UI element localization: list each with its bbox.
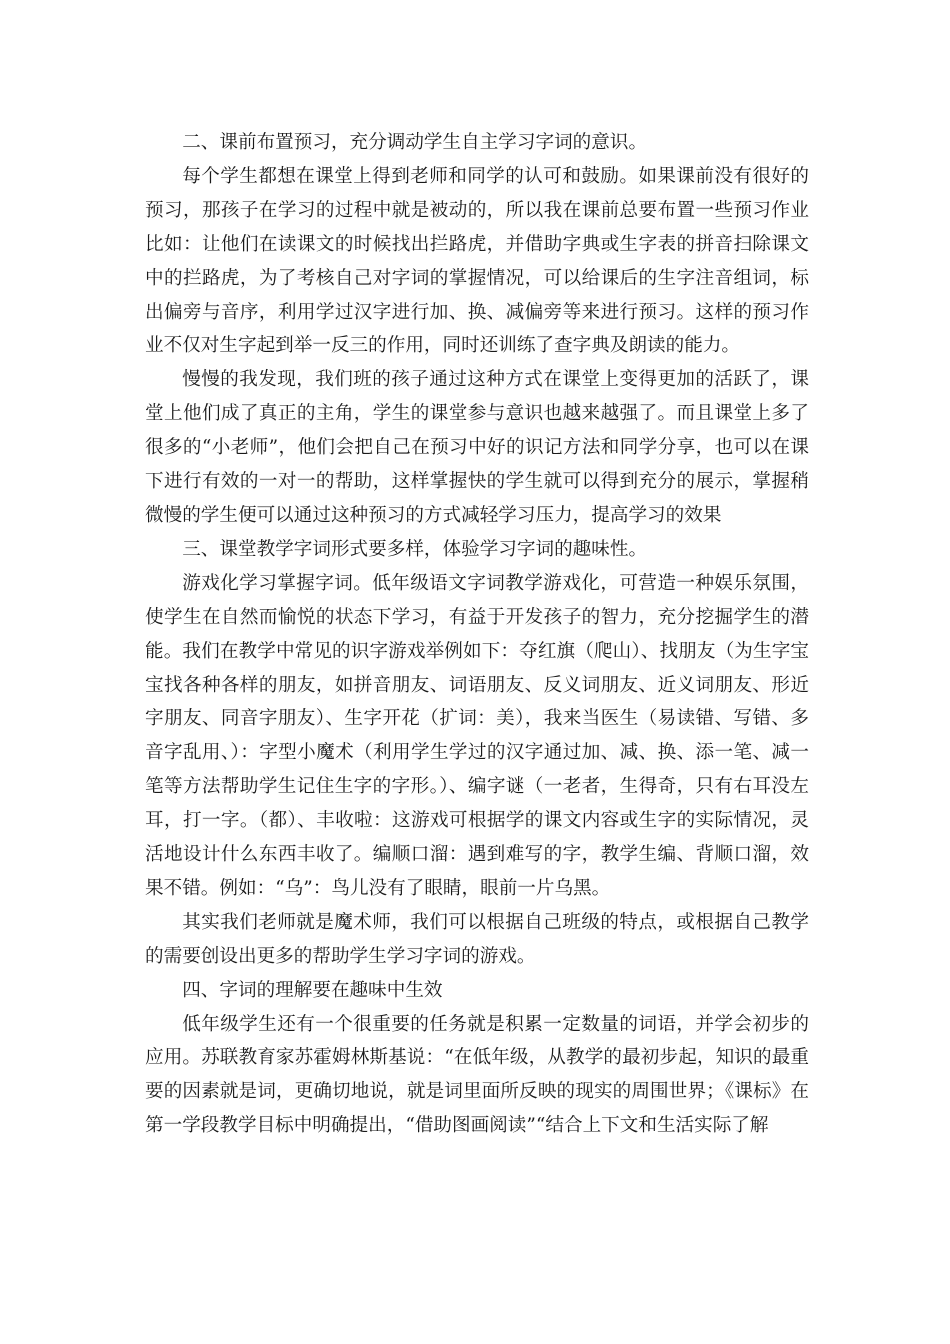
paragraph-classroom-change: 慢慢的我发现，我们班的孩子通过这种方式在课堂上变得更加的活跃了，课堂上他们成了真正的主角，学生的课堂参与意识也越来越强了。而且课堂上多了很多的“小老师”，他们会把自己在预习中好的识记方法和同学分享，也可以在课下进行有效的一对一的帮助，这样掌握快的学生就可以得到充分的展示，掌握稍微慢的学生便可以通过这种预习的方式减轻学习压力，提高学习的效果: [145, 369, 809, 526]
document-body: [145, 126, 809, 1143]
paragraph-preview-homework: 每个学生都想在课堂上得到老师和同学的认可和鼓励。如果课前没有很好的预习，那孩子在学习的过程中就是被动的，所以我在课前总要布置一些预习作业比如：让他们在读课文的时候找出拦路虎，并借助字典或生字表的拼音扫除课文中的拦路虎，为了考核自己对字词的掌握情况，可以给课后的生字注音组词，标出偏旁与音序，利用学过汉字进行加、换、减偏旁等来进行预习。这样的预习作业不仅对生字起到举一反三的作用，同时还训练了查字典及朗读的能力。: [145, 165, 809, 357]
paragraph-teacher-magician: 其实我们老师就是魔术师，我们可以根据自己班级的特点，或根据自己教学的需要创设出更多的帮助学生学习字词的游戏。: [145, 911, 809, 967]
paragraph-word-games: 游戏化学习掌握字词。低年级语文字词教学游戏化，可营造一种娱乐氛围，使学生在自然而愉悦的状态下学习，有益于开发孩子的智力，充分挖掘学生的潜能。我们在教学中常见的识字游戏举例如下：夺红旗（爬山）、找朋友（为生字宝宝找各种各样的朋友，如拼音朋友、词语朋友、反义词朋友、近义词朋友、形近字朋友、同音字朋友）、生字开花（扩词：美），我来当医生（易读错、写错、多音字乱用、）：字型小魔术（利用学生学过的汉字通过加、减、换、添一笔、减一笔等方法帮助学生记住生字的字形。）、编字谜（一老者，生得奇，只有右耳没左耳，打一字。（都）、丰收啦：这游戏可根据学的课文内容或生字的实际情况，灵活地设计什么东西丰收了。编顺口溜：遇到难写的字，教学生编、背顺口溜，效果不错。例如：“乌”：鸟儿没有了眼睛，眼前一片乌黑。: [145, 572, 809, 899]
paragraph-vocabulary: 低年级学生还有一个很重要的任务就是积累一定数量的词语，并学会初步的应用。苏联教育家苏霍姆林斯基说：“在低年级，从教学的最初步起，知识的最重要的因素就是词，更确切地说，就是词里面所反映的现实的周围世界；《课标》在第一学段教学目标中明确提出，“借助图画阅读”“结合上下文和生活实际了解: [145, 1013, 809, 1137]
section-heading-2: 二、课前布置预习，充分调动学生自主学习字词的意识。: [182, 132, 648, 153]
section-heading-3: 三、课堂教学字词形式要多样，体验学习字词的趣味性。: [182, 538, 648, 560]
section-heading-4: 四、字词的理解要在趣味中生效: [182, 979, 443, 1001]
